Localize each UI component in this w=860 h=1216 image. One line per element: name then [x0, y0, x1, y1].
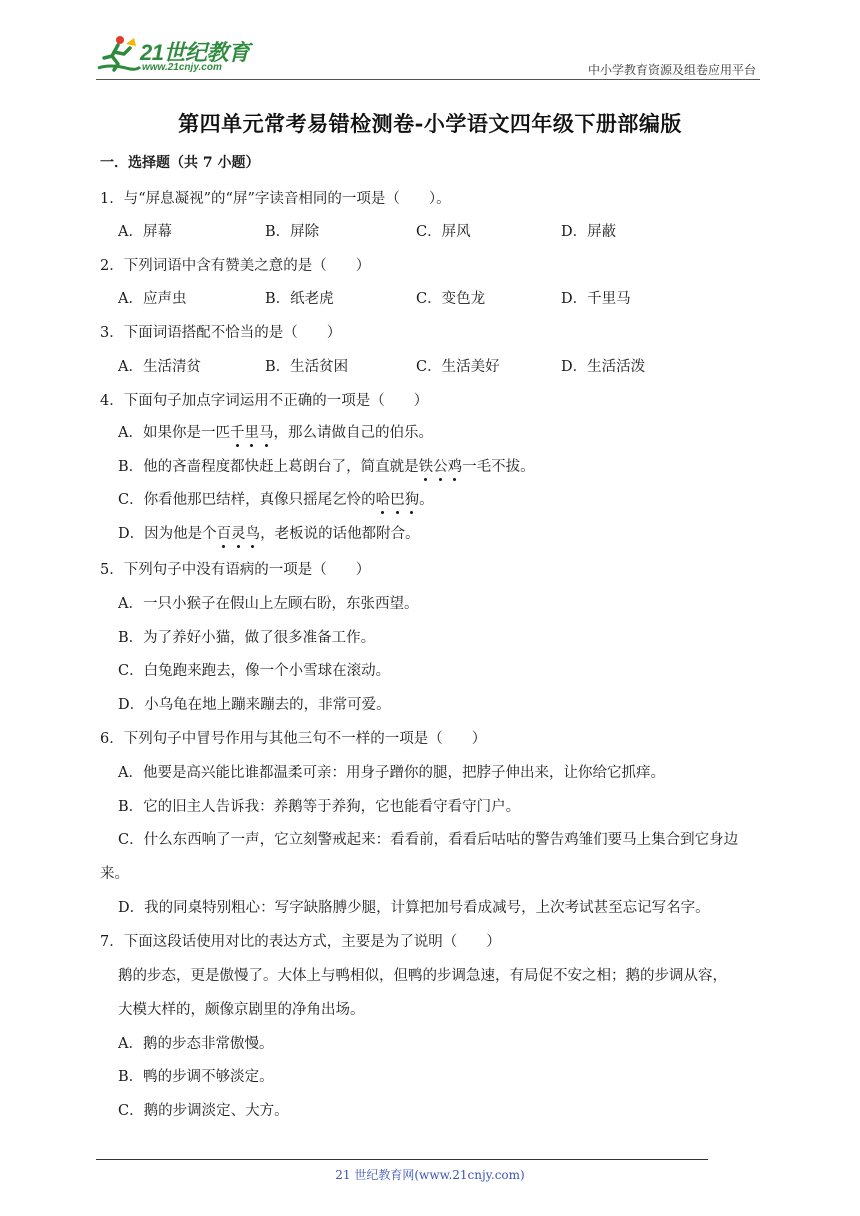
- logo-text: 21世纪教育: [140, 40, 250, 65]
- question-7-option-a: A．鹅的步态非常傲慢。: [118, 1036, 274, 1052]
- option-text: C．你看他那巴结样，真像只摇尾乞怜的: [118, 492, 376, 508]
- question-2-option-d: D．千里马: [561, 291, 631, 307]
- question-4-option-d: [118, 522, 420, 543]
- dotted-term: [230, 425, 274, 441]
- question-1-option-b: B．屏除: [265, 224, 320, 240]
- question-5-option-a: A．一只小猴子在假山上左顾右盼，东张西望。: [118, 596, 419, 612]
- section-heading: 一．选择题（共 7 小题）: [100, 155, 260, 171]
- question-5-option-d: D．小乌龟在地上蹦来蹦去的，非常可爱。: [118, 697, 391, 713]
- question-1-option-a: A．屏幕: [118, 224, 172, 240]
- question-3-option-d: D．生活活泼: [561, 359, 646, 375]
- question-6-option-b: B．它的旧主人告诉我：养鹅等于养狗，它也能看守看守门户。: [118, 799, 521, 815]
- question-2-option-b: B．纸老虎: [265, 291, 334, 307]
- footer-divider: [96, 1159, 708, 1160]
- question-7-option-b: B．鸭的步调不够淡定。: [118, 1069, 274, 1085]
- emphasis-dotted-char: 鸟: [246, 522, 261, 543]
- emphasis-dotted-char: 鸡: [448, 455, 463, 476]
- question-2-stem: 2．下列词语中含有赞美之意的是（ ）: [100, 258, 371, 274]
- platform-tagline: 中小学教育资源及组卷应用平台: [587, 63, 756, 77]
- emphasis-dotted-char: 灵: [231, 522, 246, 543]
- runner-logo-icon: [96, 34, 142, 76]
- emphasis-dotted-char: 马: [259, 421, 274, 442]
- question-4-option-b: [118, 455, 535, 476]
- question-6-option-c-continued: 来。: [100, 866, 129, 882]
- question-3-option-c: C．生活美好: [416, 359, 500, 375]
- option-text: B．他的吝啬程度都快赶上葛朗台了，简直就是: [118, 459, 419, 475]
- emphasis-dotted-char: 巴: [390, 488, 405, 509]
- document-title: 第四单元常考易错检测卷-小学语文四年级下册部编版: [178, 111, 682, 136]
- question-7-option-c: C．鹅的步调淡定、大方。: [118, 1103, 289, 1119]
- question-5-option-c: C．白兔跑来跑去，像一个小雪球在滚动。: [118, 663, 391, 679]
- logo-url: www.21cnjy.com: [142, 62, 222, 73]
- option-text: A．如果你是一匹: [118, 425, 230, 441]
- question-5-option-b: B．为了养好小猫，做了很多准备工作。: [118, 630, 376, 646]
- question-3-option-b: B．生活贫困: [265, 359, 349, 375]
- question-6-option-c: C．什么东西响了一声，它立刻警戒起来：看看前，看看后咕咕的警告鸡雏们要马上集合到它身边: [118, 832, 739, 848]
- option-text: 一毛不拔。: [462, 459, 535, 475]
- dotted-term: [217, 526, 261, 542]
- question-1-option-c: C．屏风: [416, 224, 471, 240]
- header-divider: [96, 79, 760, 80]
- emphasis-dotted-char: 里: [244, 421, 259, 442]
- question-4-option-c: [118, 488, 434, 509]
- emphasis-dotted-char: 哈: [376, 488, 391, 509]
- question-2-option-c: C．变色龙: [416, 291, 486, 307]
- dotted-term: [419, 459, 463, 475]
- question-1-stem: 1．与“屏息凝视”的“屏”字读音相同的一项是（ ）。: [100, 191, 451, 207]
- emphasis-dotted-char: 千: [230, 421, 245, 442]
- question-3-stem: 3．下面词语搭配不恰当的是（ ）: [100, 325, 342, 341]
- emphasis-dotted-char: 铁: [419, 455, 434, 476]
- site-logo: [96, 34, 256, 76]
- question-5-stem: 5．下列句子中没有语病的一项是（ ）: [100, 562, 371, 578]
- question-7-stem: 7．下面这段话使用对比的表达方式，主要是为了说明（ ）: [100, 934, 501, 950]
- option-text: D．因为他是个: [118, 526, 217, 542]
- question-6-option-a: A．他要是高兴能比谁都温柔可亲：用身子蹭你的腿，把脖子伸出来，让你给它抓痒。: [118, 765, 665, 781]
- question-3-option-a: A．生活清贫: [118, 359, 201, 375]
- page-header: [0, 0, 860, 80]
- option-text: ，老板说的话他都附合。: [260, 526, 420, 542]
- question-4-option-a: [118, 421, 433, 442]
- question-6-stem: 6．下列句子中冒号作用与其他三句不一样的一项是（ ）: [100, 731, 487, 747]
- option-text: 。: [419, 492, 434, 508]
- emphasis-dotted-char: 狗: [405, 488, 420, 509]
- question-6-option-d: D．我的同桌特别粗心：写字缺胳膊少腿，计算把加号看成减号，上次考试甚至忘记写名字。: [118, 900, 710, 916]
- question-2-option-a: A．应声虫: [118, 291, 187, 307]
- dotted-term: [376, 492, 420, 508]
- question-7-passage-line-2: 大模大样的，颇像京剧里的净角出场。: [118, 1002, 365, 1018]
- footer-link[interactable]: 21 世纪教育网(www.21cnjy.com): [335, 1168, 525, 1182]
- emphasis-dotted-char: 百: [217, 522, 232, 543]
- question-1-option-d: D．屏蔽: [561, 224, 617, 240]
- question-4-stem: 4．下面句子加点字词运用不正确的一项是（ ）: [100, 393, 429, 409]
- option-text: ，那么请做自己的伯乐。: [273, 425, 433, 441]
- question-7-passage-line-1: 鹅的步态，更是傲慢了。大体上与鸭相似，但鸭的步调急速，有局促不安之相；鹅的步调从容，: [118, 968, 727, 984]
- emphasis-dotted-char: 公: [433, 455, 448, 476]
